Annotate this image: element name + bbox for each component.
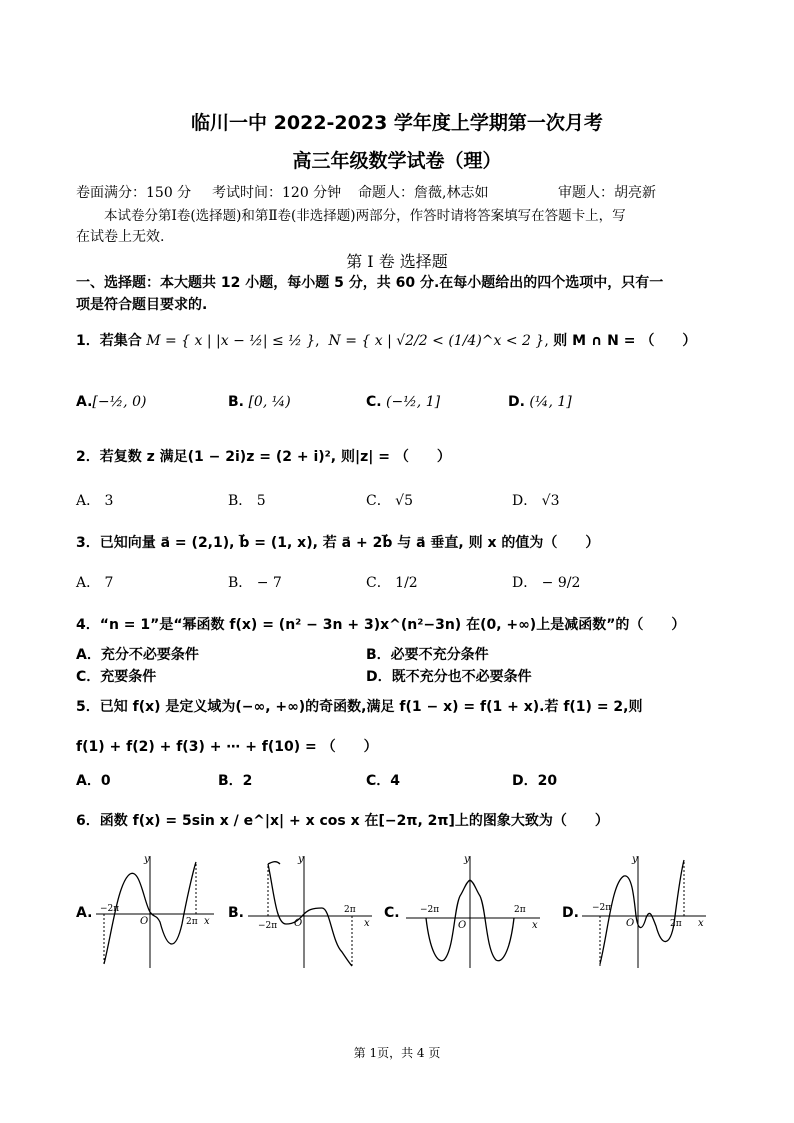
q6-option-c[interactable]: C. bbox=[384, 905, 400, 921]
q3-option-d[interactable]: D． − 9/2 bbox=[512, 575, 581, 591]
question-5-cont: f(1) + f(2) + f(3) + ⋯ + f(10) = （ ） bbox=[76, 739, 378, 755]
q6-option-b[interactable]: B. bbox=[228, 905, 244, 921]
graph-c-x-label: x bbox=[532, 920, 538, 931]
exam-subtitle: 高三年级数学试卷（理） bbox=[292, 150, 502, 172]
q3-option-a[interactable]: A． 7 bbox=[76, 575, 114, 591]
question-4: 4．“n = 1”是“幂函数 f(x) = (n² − 3n + 3)x^(n²−3n) 在(0, +∞)上是减函数”的（ ） bbox=[76, 617, 686, 633]
graph-c-neg2pi: −2π bbox=[420, 905, 440, 915]
graph-b-neg2pi: −2π bbox=[258, 921, 278, 931]
q1-option-a[interactable]: A.[−½, 0) bbox=[76, 394, 147, 410]
graph-c-pos2pi: 2π bbox=[514, 905, 526, 915]
q2-option-b[interactable]: B． 5 bbox=[228, 493, 266, 509]
section-instruction-2: 项是符合题目要求的. bbox=[76, 297, 208, 313]
q2-option-d[interactable]: D． √3 bbox=[512, 493, 560, 509]
score-info: 卷面满分：150 分 bbox=[76, 185, 192, 201]
graph-d-pos2pi: 2π bbox=[670, 919, 682, 929]
q1-option-d[interactable]: D. (¼, 1] bbox=[508, 394, 572, 410]
q3-option-c[interactable]: C． 1/2 bbox=[366, 575, 418, 591]
graph-b-origin: O bbox=[294, 918, 303, 929]
graph-a-pos2pi: 2π bbox=[186, 917, 198, 927]
q5-option-b[interactable]: B．2 bbox=[218, 773, 253, 789]
q1-set-m: M = { x | |x − ½| ≤ ½ } bbox=[146, 333, 316, 349]
graph-b[interactable] bbox=[246, 852, 376, 970]
graph-c-y-label: y bbox=[464, 854, 470, 865]
page-footer: 第 1页，共 4 页 bbox=[353, 1046, 441, 1060]
q1-ask: 则 M ∩ N = （ ） bbox=[553, 333, 697, 349]
q4-option-a[interactable]: A．充分不必要条件 bbox=[76, 647, 199, 663]
q4-option-d[interactable]: D．既不充分也不必要条件 bbox=[366, 669, 532, 685]
q4-option-c[interactable]: C．充要条件 bbox=[76, 669, 157, 685]
question-3: 3．已知向量 a⃗ = (2,1), b⃗ = (1, x), 若 a⃗ + 2b⃗ 与 a⃗ 垂直, 则 x 的值为（ ） bbox=[76, 535, 600, 551]
q1-option-c[interactable]: C. (−½, 1] bbox=[366, 394, 441, 410]
q1-num: 1．若集合 bbox=[76, 333, 142, 349]
graph-b-x-label: x bbox=[364, 918, 370, 929]
q6-option-a[interactable]: A. bbox=[76, 905, 93, 921]
exam-title: 临川一中 2022-2023 学年度上学期第一次月考 bbox=[191, 112, 603, 134]
graph-a[interactable] bbox=[94, 852, 218, 970]
graph-c[interactable] bbox=[404, 852, 544, 970]
graph-d-x-label: x bbox=[698, 918, 704, 929]
graph-d-neg2pi: −2π bbox=[592, 903, 612, 913]
graph-c-origin: O bbox=[458, 920, 467, 931]
q5-option-a[interactable]: A．0 bbox=[76, 773, 111, 789]
q6-option-d[interactable]: D. bbox=[562, 905, 579, 921]
q2-option-a[interactable]: A． 3 bbox=[76, 493, 114, 509]
reviewer-info: 审题人：胡亮新 bbox=[558, 185, 656, 201]
graph-d-origin: O bbox=[626, 918, 635, 929]
graph-d[interactable] bbox=[580, 852, 710, 970]
q1-option-b[interactable]: B. [0, ¼) bbox=[228, 394, 291, 410]
intro-line-2: 在试卷上无效. bbox=[76, 229, 165, 245]
graph-b-y-label: y bbox=[298, 854, 304, 865]
graph-a-x-label: x bbox=[204, 916, 210, 927]
question-5: 5．已知 f(x) 是定义域为(−∞, +∞)的奇函数,满足 f(1 − x) = f(1 + x).若 f(1) = 2,则 bbox=[76, 699, 643, 715]
q5-option-d[interactable]: D．20 bbox=[512, 773, 558, 789]
graph-b-pos2pi: 2π bbox=[344, 905, 356, 915]
question-1: 1．若集合 M = { x | |x − ½| ≤ ½ }, N = { x | √2/2 < (1/4)^x < 2 }, 则 M ∩ N = （ ） bbox=[76, 333, 697, 349]
graph-a-y-label: y bbox=[144, 854, 150, 865]
section-instruction-1: 一、选择题：本大题共 12 小题，每小题 5 分，共 60 分.在每小题给出的四个选项中，只有一 bbox=[76, 275, 664, 291]
q2-option-c[interactable]: C． √5 bbox=[366, 493, 413, 509]
graph-d-y-label: y bbox=[632, 854, 638, 865]
graph-a-neg2pi: −2π bbox=[100, 904, 120, 914]
question-6: 6．函数 f(x) = 5sin x / e^|x| + x cos x 在[−2π, 2π]上的图象大致为（ ） bbox=[76, 813, 609, 829]
section-title: 第 I 卷 选择题 bbox=[346, 252, 448, 271]
intro-line-1: 本试卷分第Ⅰ卷(选择题)和第Ⅱ卷(非选择题)两部分，作答时请将答案填写在答题卡上，写 bbox=[104, 208, 626, 224]
q1-set-n: N = { x | √2/2 < (1/4)^x < 2 } bbox=[328, 333, 545, 349]
time-info: 考试时间：120 分钟 bbox=[212, 185, 342, 201]
question-2: 2．若复数 z 满足(1 − 2i)z = (2 + i)², 则|z| = （ ） bbox=[76, 449, 451, 465]
q4-option-b[interactable]: B．必要不充分条件 bbox=[366, 647, 489, 663]
graph-a-origin: O bbox=[140, 916, 149, 927]
q5-option-c[interactable]: C．4 bbox=[366, 773, 401, 789]
authors-info: 命题人：詹薇,林志如 bbox=[358, 185, 489, 201]
q3-option-b[interactable]: B． − 7 bbox=[228, 575, 282, 591]
